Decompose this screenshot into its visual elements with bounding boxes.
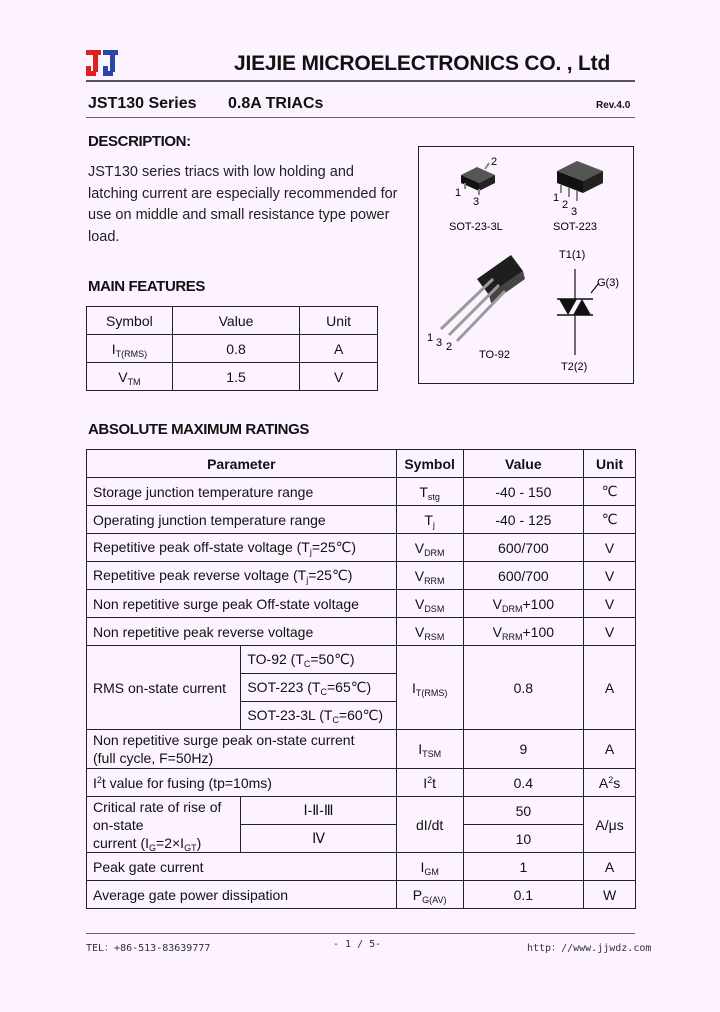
features-table — [86, 306, 378, 391]
table-row — [87, 363, 378, 391]
value-cell: $V_{RRM}+100$ — [463, 618, 584, 646]
unit-cell: V — [584, 590, 636, 618]
sot23-label: SOT-23-3L — [449, 221, 503, 233]
param-cell: Critical rate of rise of on-state current $(I_G=2\times I_{GT})$ — [87, 797, 241, 853]
value-cell: -40 - 125 — [463, 506, 584, 534]
unit-cell: ℃ — [584, 506, 636, 534]
description-text: JST130 series triacs with low holding and latching current are especially recommended for use on middle and small resistance type power load. — [88, 164, 398, 246]
table-row — [87, 450, 636, 478]
param-cell: RMS on-state current — [87, 646, 241, 730]
ratings-header-value: Value — [463, 450, 584, 478]
unit-cell: $A^2s$ — [584, 769, 636, 797]
value-cell: 9 — [463, 730, 584, 769]
features-unit-cell: A — [300, 335, 378, 363]
sot223-label: SOT-223 — [553, 221, 598, 233]
condition-cell: SOT-23-3L $(T_C=60℃)$ — [241, 702, 396, 730]
features-symbol-cell: $I_{T(RMS)}$ — [87, 335, 173, 363]
table-row — [87, 506, 636, 534]
product-subtitle: 0.8A TRIACs — [228, 95, 324, 112]
unit-cell: V — [584, 562, 636, 590]
value-cell: 600/700 — [463, 562, 584, 590]
footer-rule — [86, 933, 635, 934]
sot23-pin-2: 2 — [491, 156, 498, 168]
value-cell: 0.8 — [463, 646, 584, 730]
param-cell: Peak gate current — [87, 853, 397, 881]
unit-cell: A/μs — [584, 797, 636, 853]
symbol-cell: $I^2t$ — [396, 769, 463, 797]
symbol-cell: $I_{GM}$ — [396, 853, 463, 881]
table-row — [87, 618, 636, 646]
ratings-table — [86, 449, 636, 909]
quadrant-cell: Ⅰ-Ⅱ-Ⅲ — [241, 797, 396, 825]
symbol-t2-label: T2(2) — [561, 361, 588, 373]
symbol-t1-label: T1(1) — [559, 249, 586, 261]
company-logo — [86, 50, 120, 76]
ratings-heading: ABSOLUTE MAXIMUM RATINGS — [88, 421, 309, 438]
subheader-rule — [86, 117, 635, 118]
symbol-cell: $V_{RRM}$ — [396, 562, 463, 590]
features-value-cell: 1.5 — [172, 363, 299, 391]
symbol-g-label: G(3) — [597, 277, 619, 289]
symbol-cell: $V_{DRM}$ — [396, 534, 463, 562]
to92-package-icon — [441, 255, 525, 341]
param-cell: Storage junction temperature range — [87, 478, 397, 506]
symbol-cell: $V_{RSM}$ — [396, 618, 463, 646]
param-cell: Non repetitive surge peak on-state current (full cycle, F=50Hz) — [87, 730, 397, 769]
param-cell: Average gate power dissipation — [87, 881, 397, 909]
ratings-header-unit: Unit — [584, 450, 636, 478]
quadrant-cell: Ⅳ — [241, 825, 396, 853]
table-row — [87, 853, 636, 881]
value-cell: 600/700 — [463, 534, 584, 562]
table-row — [87, 478, 636, 506]
condition-cell: TO-92 $(T_C=50℃)$ — [241, 646, 396, 674]
param-cell: Non repetitive surge peak Off-state voltage — [87, 590, 397, 618]
features-value-cell: 0.8 — [172, 335, 299, 363]
sot223-package-icon — [557, 161, 603, 201]
unit-cell: V — [584, 534, 636, 562]
param-cell: Repetitive peak reverse voltage $(T_j=25℃)$ — [87, 562, 397, 590]
sot223-pin-1: 1 — [553, 192, 560, 204]
company-name: JIEJIE MICROELECTRONICS CO. , Ltd — [234, 52, 611, 75]
ratings-header-parameter: Parameter — [87, 450, 397, 478]
header-rule — [86, 80, 635, 82]
unit-cell: A — [584, 853, 636, 881]
param-cell: $I^2t$ value for fusing (tp=10ms) — [87, 769, 397, 797]
sot23-pin-1: 1 — [455, 187, 462, 199]
table-row — [87, 730, 636, 769]
features-header-unit: Unit — [300, 307, 378, 335]
table-row — [87, 769, 636, 797]
table-row — [87, 797, 636, 825]
param-cell: Operating junction temperature range — [87, 506, 397, 534]
sot223-pin-3: 3 — [571, 206, 578, 218]
unit-cell: ℃ — [584, 478, 636, 506]
table-row — [87, 881, 636, 909]
table-row — [87, 534, 636, 562]
ratings-header-symbol: Symbol — [396, 450, 463, 478]
footer-tel: TEL：+86-513-83639777 — [86, 943, 211, 954]
value-cell: $V_{DRM}+100$ — [463, 590, 584, 618]
unit-cell: A — [584, 730, 636, 769]
value-cell: 1 — [463, 853, 584, 881]
condition-cell: SOT-223 $(T_C=65℃)$ — [241, 674, 396, 702]
features-header-value: Value — [172, 307, 299, 335]
sot23-package-icon — [461, 163, 495, 195]
series-title: JST130 Series — [88, 95, 197, 112]
features-header-symbol: Symbol — [87, 307, 173, 335]
table-row — [87, 307, 378, 335]
to92-pin-3: 3 — [436, 337, 443, 349]
revision-label: Rev.4.0 — [596, 100, 631, 111]
unit-cell: V — [584, 618, 636, 646]
unit-cell: A — [584, 646, 636, 730]
symbol-cell: $I_{TSM}$ — [396, 730, 463, 769]
symbol-cell: $I_{T(RMS)}$ — [396, 646, 463, 730]
value-cell: 50 — [463, 797, 584, 825]
description-heading: DESCRIPTION: — [88, 133, 191, 150]
to92-label: TO-92 — [479, 349, 510, 361]
symbol-cell: $T_j$ — [396, 506, 463, 534]
param-cell: Repetitive peak off-state voltage $(T_j=25℃)$ — [87, 534, 397, 562]
value-cell: 0.1 — [463, 881, 584, 909]
features-heading: MAIN FEATURES — [88, 278, 206, 295]
symbol-cell: $P_{G(AV)}$ — [396, 881, 463, 909]
symbol-cell: dI/dt — [396, 797, 463, 853]
symbol-cell: $V_{DSM}$ — [396, 590, 463, 618]
table-row — [87, 562, 636, 590]
package-diagram-box — [418, 146, 634, 384]
table-row — [87, 646, 636, 674]
symbol-cell: $T_{stg}$ — [396, 478, 463, 506]
footer-page-number: - 1 / 5- — [333, 939, 382, 950]
sot223-pin-2: 2 — [562, 199, 569, 211]
value-cell: 10 — [463, 825, 584, 853]
to92-pin-1: 1 — [427, 332, 434, 344]
footer-url[interactable]: http：//www.jjwdz.com — [527, 943, 652, 954]
param-cell: Non repetitive peak reverse voltage — [87, 618, 397, 646]
to92-pin-2: 2 — [446, 341, 453, 353]
features-unit-cell: V — [300, 363, 378, 391]
triac-symbol-icon — [557, 269, 599, 355]
sot23-pin-3: 3 — [473, 196, 480, 208]
unit-cell: W — [584, 881, 636, 909]
value-cell: -40 - 150 — [463, 478, 584, 506]
features-symbol-cell: $V_{TM}$ — [87, 363, 173, 391]
table-row — [87, 335, 378, 363]
table-row — [87, 590, 636, 618]
value-cell: 0.4 — [463, 769, 584, 797]
